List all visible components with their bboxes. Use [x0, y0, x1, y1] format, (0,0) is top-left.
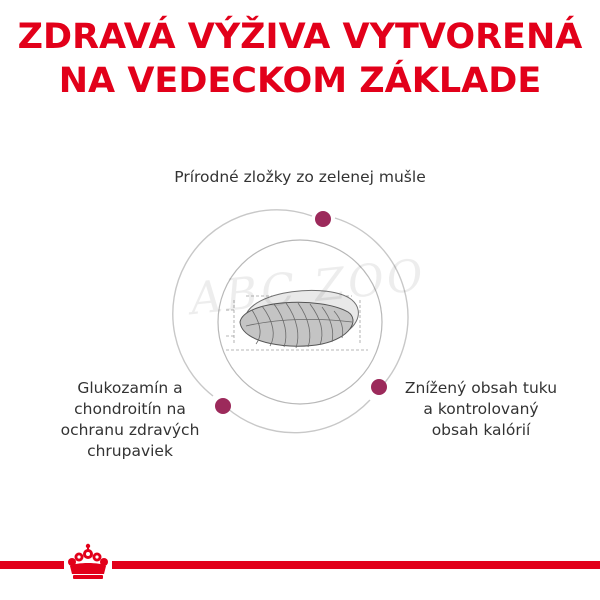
- benefit-left-line-1: Glukozamín a: [77, 379, 183, 397]
- royal-canin-crown-logo: [66, 540, 110, 584]
- benefit-right-line-2: a kontrolovaný: [423, 400, 539, 418]
- benefit-left-line-4: chrupaviek: [87, 442, 173, 460]
- headline-line-1: ZDRAVÁ VÝŽIVA VYTVORENÁ: [17, 17, 583, 57]
- footer-bar-left: [0, 561, 64, 569]
- accent-dot-top: [315, 211, 331, 227]
- accent-dot-right: [371, 379, 387, 395]
- benefit-left-line-2: chondroitín na: [74, 400, 186, 418]
- footer-bar-right: [112, 561, 600, 569]
- benefit-left-line-3: ochranu zdravých: [60, 421, 200, 439]
- watermark: ABC ZOO: [187, 249, 429, 326]
- benefit-right-line-1: Znížený obsah tuku: [404, 379, 558, 397]
- benefit-left-label: [40, 378, 220, 462]
- benefit-top-label: Prírodné zložky zo zelenej mušle: [174, 168, 426, 186]
- benefit-right-line-3: obsah kalórií: [431, 421, 531, 439]
- headline-line-2: NA VEDECKOM ZÁKLADE: [58, 61, 542, 101]
- benefit-right-label: [392, 378, 570, 441]
